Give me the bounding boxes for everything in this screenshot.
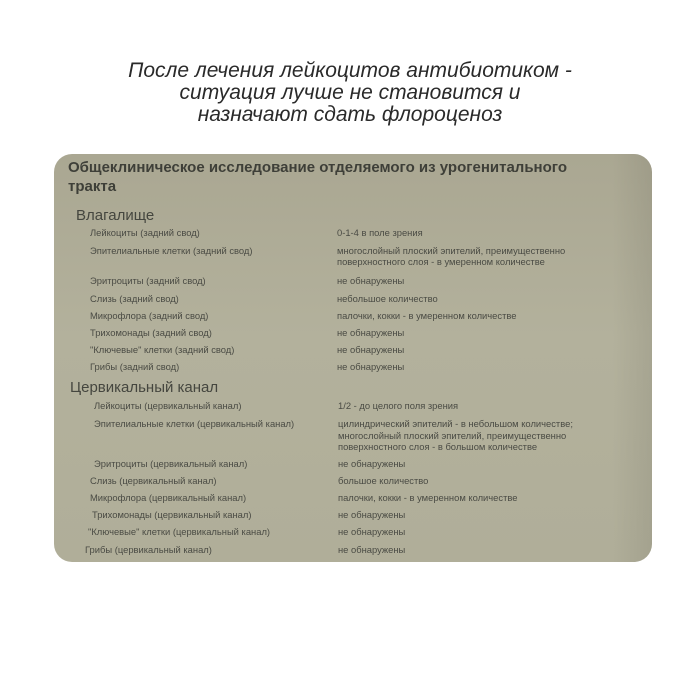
row-value: многослойный плоский эпителий, преимущественно (338, 429, 567, 441)
row-value: цилиндрический эпителий - в небольшом количестве; (338, 418, 573, 429)
photo-shadow (612, 154, 652, 562)
row-value: поверхностного слоя - в умеренном количестве (337, 256, 545, 267)
section-heading: Цервикальный канал (70, 379, 219, 396)
row-value: поверхностного слоя - в большом количестве (338, 441, 538, 452)
row-label: Микрофлора (задний свод) (90, 310, 209, 321)
row-value: не обнаружены (338, 544, 406, 555)
document-title-line-1: Общеклиническое исследование отделяемого из урогенитального (68, 159, 567, 176)
document-title (68, 158, 648, 196)
row-label: "Ключевые" клетки (задний свод) (90, 344, 235, 355)
row-value: не обнаружены (337, 361, 405, 372)
section-heading: Влагалище (76, 207, 155, 224)
row-value: не обнаружены (337, 344, 405, 355)
caption-line-2: ситуация лучше не становится и (179, 81, 521, 104)
row-label: "Ключевые" клетки (цервикальный канал) (88, 526, 271, 537)
row-label: Лейкоциты (задний свод) (90, 227, 200, 238)
row-label: Трихомонады (задний свод) (90, 327, 212, 338)
row-label: Эпителиальные клетки (цервикальный канал) (94, 418, 295, 429)
document-title-line-2: тракта (68, 178, 117, 195)
row-value: небольшое количество (337, 293, 438, 304)
row-value: многослойный плоский эпителий, преимущественно (337, 245, 566, 256)
row-label: Эритроциты (задний свод) (90, 275, 206, 286)
row-label: Грибы (задний свод) (90, 361, 180, 372)
row-label: Трихомонады (цервикальный канал) (92, 509, 252, 520)
row-value: большое количество (338, 475, 429, 486)
row-value: 0-1-4 в поле зрения (337, 227, 423, 238)
row-label: Эритроциты (цервикальный канал) (94, 458, 248, 469)
caption (0, 60, 700, 126)
row-label: Эпителиальные клетки (задний свод) (90, 245, 253, 256)
document-photo (54, 154, 652, 562)
row-value: палочки, кокки - в умеренном количестве (338, 492, 518, 503)
row-label: Слизь (задний свод) (90, 293, 179, 304)
row-label: Грибы (цервикальный канал) (85, 544, 212, 555)
row-value: 1/2 - до целого поля зрения (338, 400, 459, 411)
caption-line-3: назначают сдать флороценоз (197, 103, 503, 126)
caption-line-1: После лечения лейкоцитов антибиотиком - (128, 59, 572, 82)
row-value: не обнаружены (337, 327, 405, 338)
row-value: палочки, кокки - в умеренном количестве (337, 310, 517, 321)
row-label: Слизь (цервикальный канал) (90, 475, 217, 486)
row-value: не обнаружены (338, 458, 406, 469)
row-value: не обнаружены (338, 526, 406, 537)
row-value: не обнаружены (337, 275, 405, 286)
row-value: не обнаружены (338, 509, 406, 520)
row-label: Микрофлора (цервикальный канал) (90, 492, 247, 503)
row-label: Лейкоциты (цервикальный канал) (94, 400, 242, 411)
